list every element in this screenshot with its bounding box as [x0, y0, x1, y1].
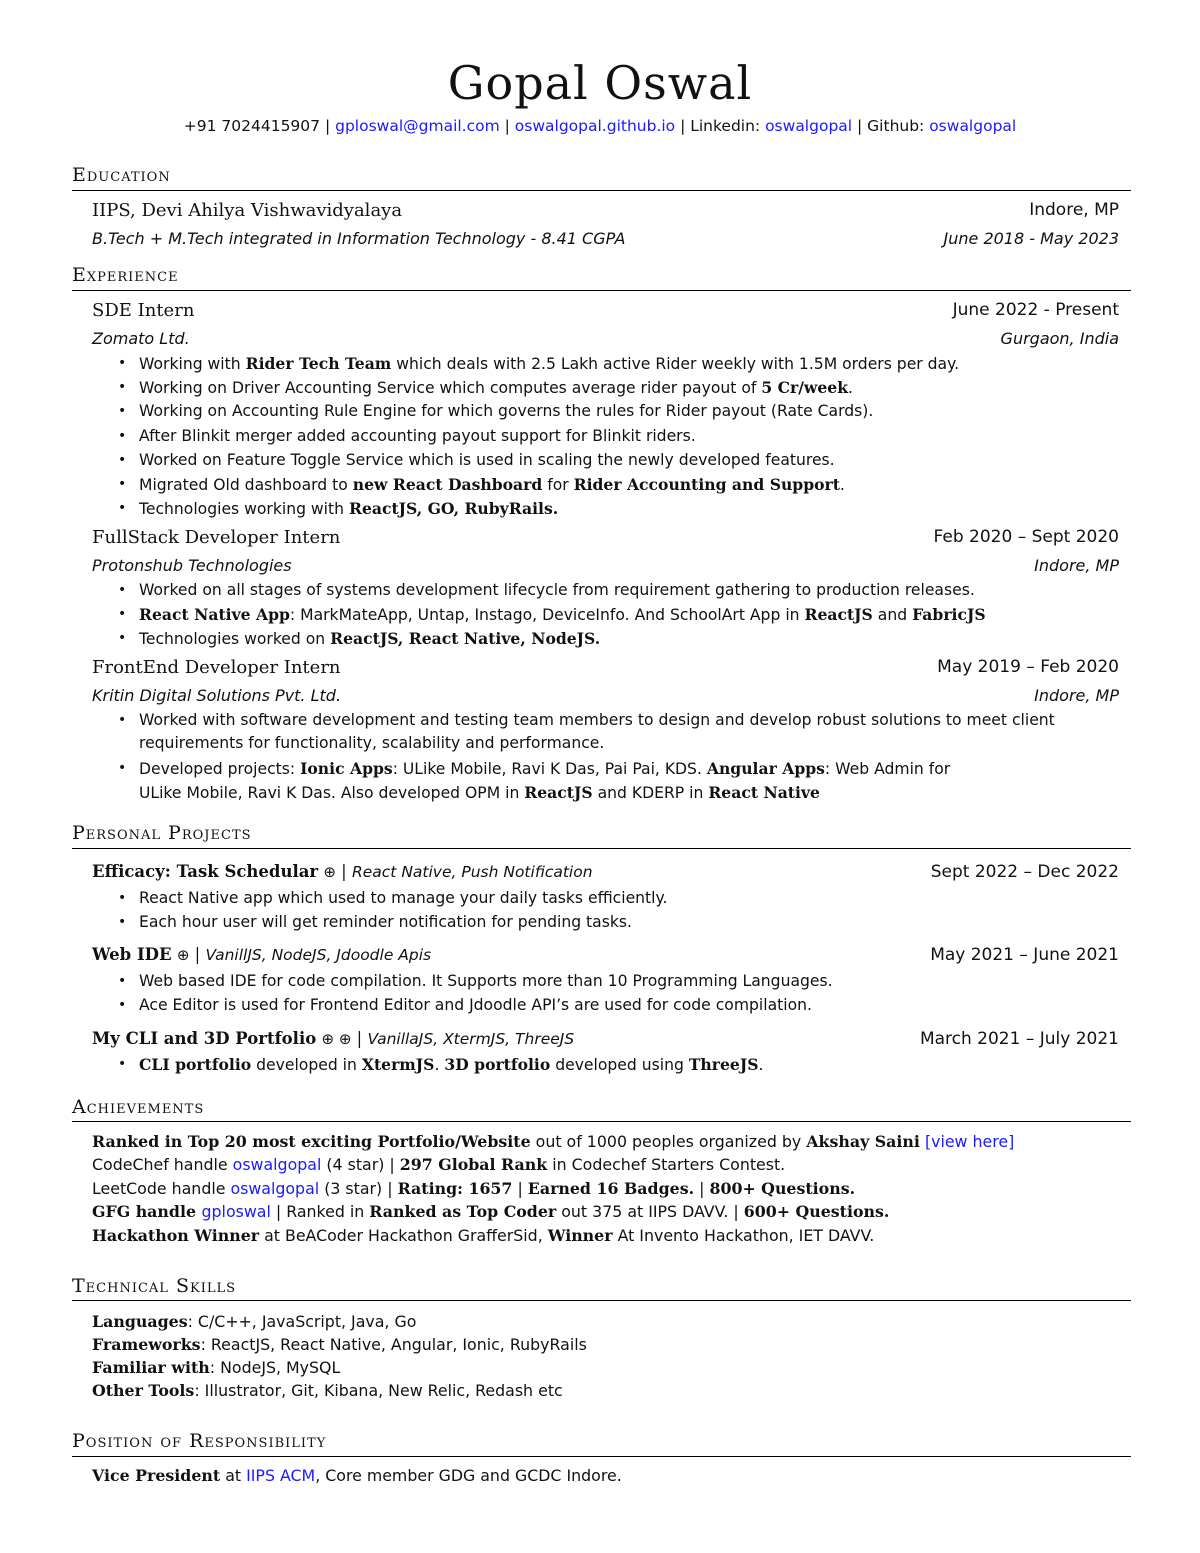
contact-line: +91 7024415907 | gploswal@gmail.com | oswalgopal.github.io | Linkedin: oswalgopal | Github: oswalgopal: [183, 117, 1017, 135]
job-company: Kritin Digital Solutions Pvt. Ltd.: [92, 686, 342, 705]
job-dates: Feb 2020 – Sept 2020: [933, 527, 1119, 547]
resume-name: Gopal Oswal: [447, 56, 753, 110]
project-row: My CLI and 3D Portfolio ⊕ ⊕ | VanillaJS, XtermJS, ThreeJS March 2021 – July 2021: [92, 1029, 1119, 1049]
project-row: Efficacy: Task Schedular ⊕ | React Native, Push Notification Sept 2022 – Dec 2022: [92, 862, 1119, 882]
job-role: FrontEnd Developer Intern: [92, 657, 341, 678]
job-location: Indore, MP: [1034, 556, 1119, 575]
github-link[interactable]: oswalgopal: [929, 117, 1017, 135]
skills-heading: Technical Skills: [72, 1275, 236, 1297]
skill-row: Other Tools: Illustrator, Git, Kibana, New Relic, Redash etc: [92, 1381, 563, 1400]
responsibility-line: Vice President at IIPS ACM, Core member GDG and GCDC Indore.: [92, 1466, 622, 1485]
job-company: Zomato Ltd.: [92, 329, 190, 348]
job-title-row: [92, 527, 1119, 548]
skill-row: Frameworks: ReactJS, React Native, Angular, Ionic, RubyRails: [92, 1335, 587, 1354]
job-company-row: [92, 556, 1119, 575]
job-company: Protonshub Technologies: [92, 556, 292, 575]
bullet-item: • CLI portfolio developed in XtermJS. 3D portfolio developed using ThreeJS.: [118, 1055, 764, 1074]
section-divider: [72, 1121, 1131, 1122]
job-title-row: [92, 657, 1119, 678]
project-dates: March 2021 – July 2021: [919, 1029, 1119, 1049]
bullet-item: • Migrated Old dashboard to new React Dashboard for Rider Accounting and Support.: [118, 475, 845, 494]
bullet-item: • Working on Driver Accounting Service which computes average rider payout of 5 Cr/week.: [118, 378, 853, 397]
project-tags: VanillaJS, XtermJS, ThreeJS: [367, 1030, 575, 1048]
project-name: My CLI and 3D Portfolio: [92, 1029, 317, 1048]
section-divider: [72, 1300, 1131, 1301]
skill-row: Languages: C/C++, JavaScript, Java, Go: [92, 1312, 417, 1331]
job-dates: May 2019 – Feb 2020: [937, 657, 1119, 677]
bullet-item: • Web based IDE for code compilation. It Supports more than 10 Programming Languages.: [118, 972, 833, 990]
section-divider: [72, 848, 1131, 849]
bullet-item: • Worked on Feature Toggle Service which is used in scaling the newly developed features.: [118, 451, 835, 469]
bullet-item: • Worked on all stages of systems development lifecycle from requirement gathering to production releases.: [118, 581, 975, 599]
website-link[interactable]: oswalgopal.github.io: [514, 117, 676, 135]
job-title-row: [92, 300, 1119, 321]
globe-icon[interactable]: ⊕: [323, 863, 336, 881]
education-degree-row: [92, 229, 1119, 248]
project-tags: React Native, Push Notification: [351, 863, 593, 881]
codechef-link[interactable]: oswalgopal: [232, 1155, 322, 1174]
section-divider: [72, 290, 1131, 291]
achievement-line: Ranked in Top 20 most exciting Portfolio/Website out of 1000 peoples organized by Akshay Saini [view here]: [92, 1132, 1015, 1151]
bullet-item: • Each hour user will get reminder notification for pending tasks.: [118, 913, 632, 931]
bullet-item: • Developed projects: Ionic Apps: ULike Mobile, Ravi K Das, Pai Pai, KDS. Angular Apps: Web Admin for ULike Mobile, Ravi K Das. Also developed OPM in ReactJS and KDERP in React Native: [118, 759, 951, 802]
section-divider: [72, 190, 1131, 191]
leetcode-link[interactable]: oswalgopal: [230, 1179, 320, 1198]
bullet-item: • Worked with software development and testing team members to design and develop robust solutions to meet client requirements for functionality, scalability and performance.: [118, 711, 1055, 752]
email-link[interactable]: gploswal@gmail.com: [335, 117, 500, 135]
bullet-item: • Technologies working with ReactJS, GO, RubyRails.: [118, 499, 559, 518]
school-name: IIPS, Devi Ahilya Vishwavidyalaya: [92, 200, 403, 221]
gfg-link[interactable]: gploswal: [201, 1202, 271, 1221]
project-name: Web IDE: [92, 945, 172, 964]
globe-icon[interactable]: ⊕: [176, 946, 190, 964]
job-role: FullStack Developer Intern: [92, 527, 341, 548]
project-row: Web IDE ⊕ | VanillJS, NodeJS, Jdoodle Apis May 2021 – June 2021: [92, 945, 1119, 965]
bullet-item: • React Native App: MarkMateApp, Untap, Instago, DeviceInfo. And SchoolArt App in ReactJS and FabricJS: [118, 605, 986, 624]
achievements-heading: Achievements: [72, 1096, 205, 1118]
project-name: Efficacy: Task Schedular: [92, 862, 319, 881]
responsibility-heading: Position of Responsibility: [72, 1430, 327, 1452]
iips-acm-link[interactable]: IIPS ACM: [246, 1466, 316, 1485]
linkedin-link[interactable]: oswalgopal: [765, 117, 853, 135]
job-company-row: [92, 686, 1119, 705]
experience-heading: Experience: [72, 264, 179, 286]
job-role: SDE Intern: [92, 300, 195, 321]
view-here-link[interactable]: [view here]: [924, 1132, 1015, 1151]
bullet-item: • Technologies worked on ReactJS, React Native, NodeJS.: [118, 629, 601, 648]
education-school-row: [92, 200, 1119, 221]
job-location: Gurgaon, India: [1000, 329, 1119, 348]
phone-number: +91 7024415907: [183, 117, 321, 135]
bullet-item: • After Blinkit merger added accounting payout support for Blinkit riders.: [118, 427, 696, 445]
school-location: Indore, MP: [1029, 200, 1119, 220]
achievement-line: LeetCode handle oswalgopal (3 star) | Rating: 1657 | Earned 16 Badges. | 800+ Questions.: [92, 1179, 856, 1198]
bullet-item: • Ace Editor is used for Frontend Editor and Jdoodle API’s are used for code compilation.: [118, 996, 812, 1014]
bullet-item: • Working with Rider Tech Team which deals with 2.5 Lakh active Rider weekly with 1.5M orders per day.: [118, 354, 960, 373]
section-divider: [72, 1456, 1131, 1457]
projects-heading: Personal Projects: [72, 822, 252, 844]
project-dates: May 2021 – June 2021: [930, 945, 1119, 965]
achievement-line: GFG handle gploswal | Ranked in Ranked as Top Coder out 375 at IIPS DAVV. | 600+ Questions.: [92, 1202, 890, 1221]
job-location: Indore, MP: [1034, 686, 1119, 705]
education-dates: June 2018 - May 2023: [943, 229, 1119, 248]
achievement-line: Hackathon Winner at BeACoder Hackathon GrafferSid, Winner At Invento Hackathon, IET DAVV.: [92, 1226, 875, 1245]
achievement-line: CodeChef handle oswalgopal (4 star) | 297 Global Rank in Codechef Starters Contest.: [92, 1155, 786, 1174]
job-company-row: [92, 329, 1119, 348]
project-tags: VanillJS, NodeJS, Jdoodle Apis: [205, 946, 432, 964]
education-heading: Education: [72, 164, 171, 186]
job-dates: June 2022 - Present: [952, 300, 1119, 320]
bullet-item: • Working on Accounting Rule Engine for which governs the rules for Rider payout (Rate Cards).: [118, 402, 874, 420]
skill-row: Familiar with: NodeJS, MySQL: [92, 1358, 341, 1377]
globe-icon[interactable]: ⊕ ⊕: [321, 1030, 352, 1048]
degree: B.Tech + M.Tech integrated in Information Technology - 8.41 CGPA: [92, 229, 626, 248]
bullet-item: • React Native app which used to manage your daily tasks efficiently.: [118, 889, 668, 907]
project-dates: Sept 2022 – Dec 2022: [930, 862, 1119, 882]
